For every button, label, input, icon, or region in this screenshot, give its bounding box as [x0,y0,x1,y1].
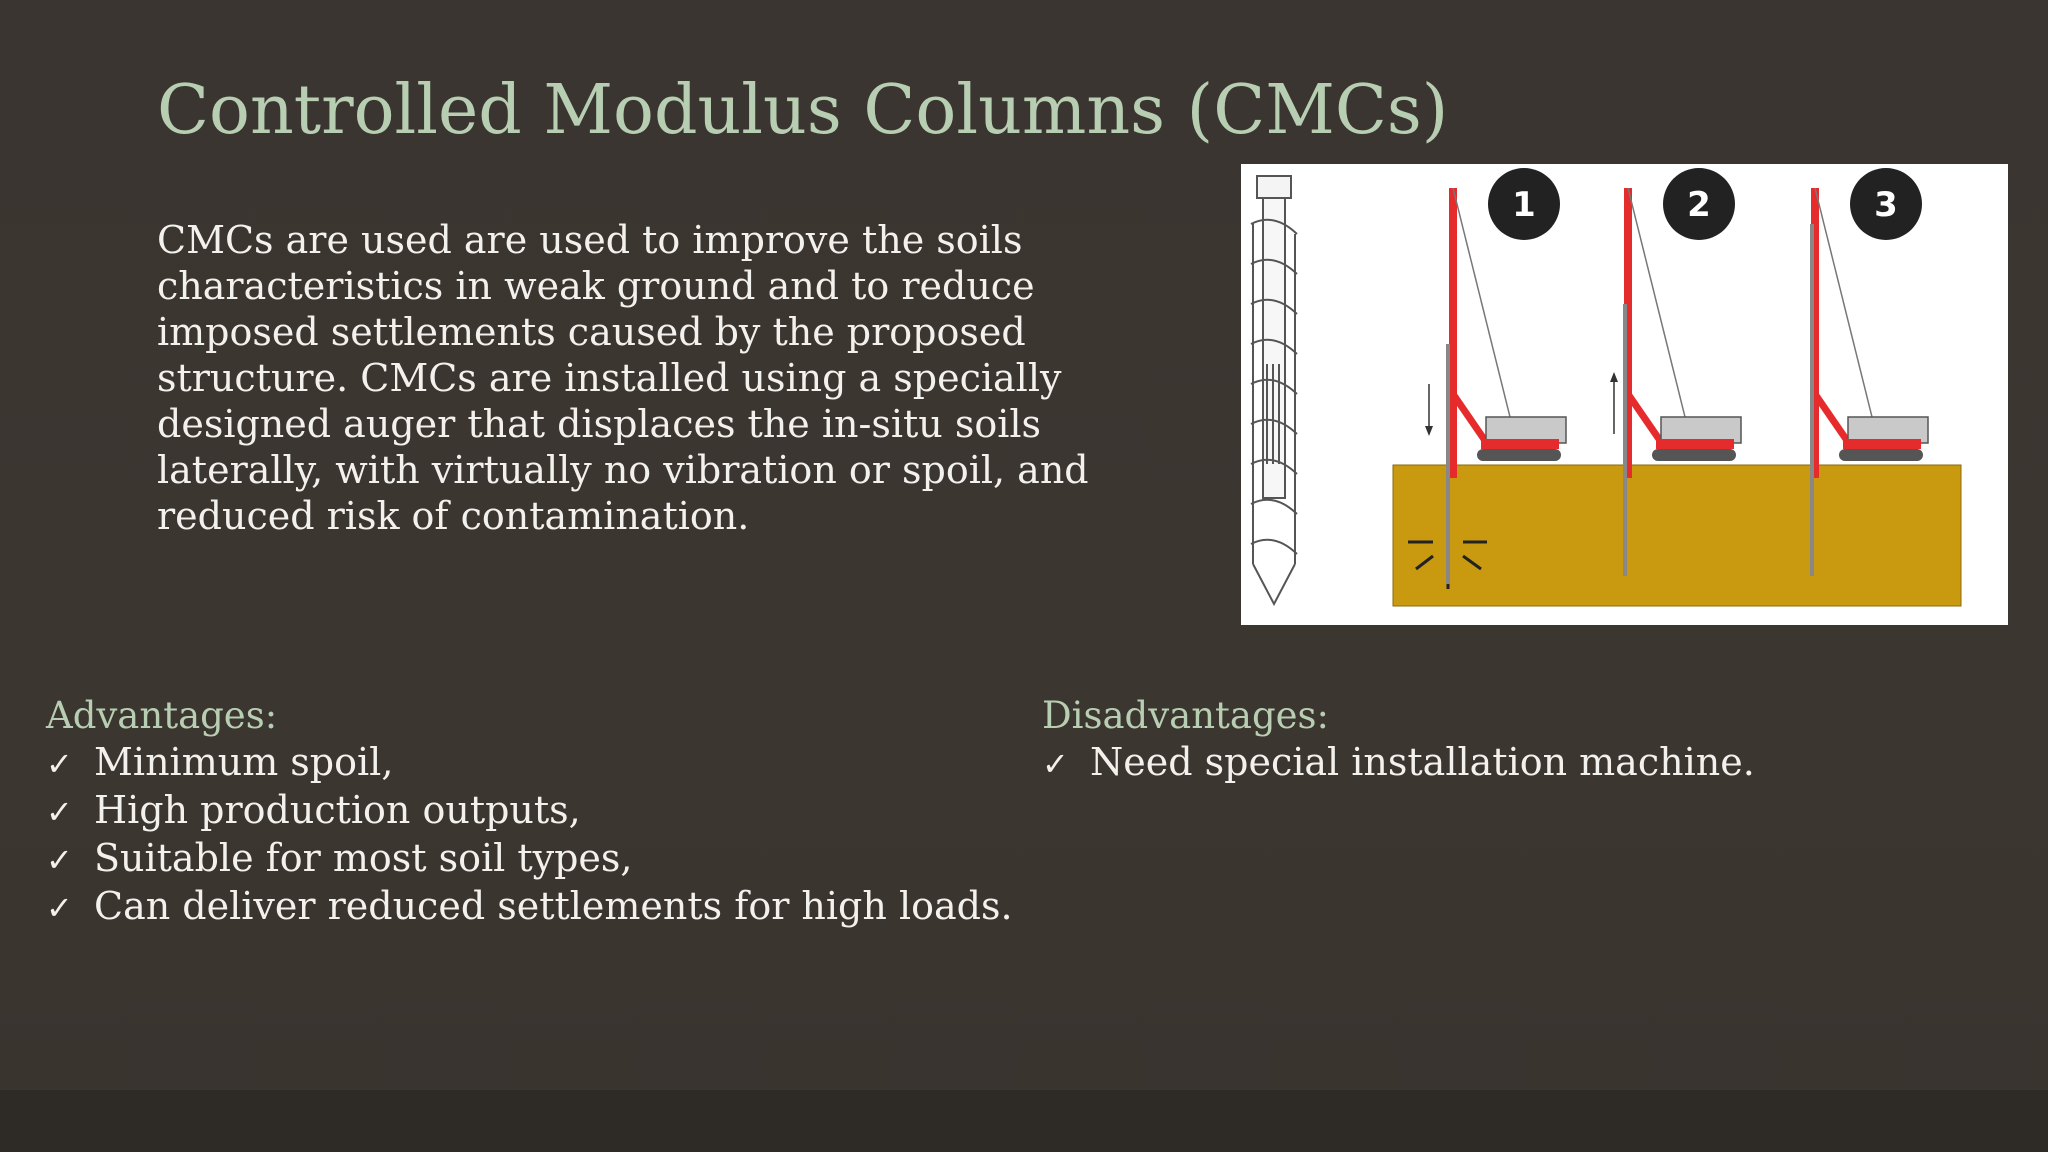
list-item [46,835,1013,883]
advantages-section [46,693,1013,931]
check-icon: ✓ [46,793,73,831]
advantage-text: High production outputs, [94,788,581,832]
list-item [1042,739,1755,787]
check-icon: ✓ [46,841,73,879]
step-badge-3 [1850,168,1922,240]
list-item [46,739,1013,787]
disadvantages-section [1042,693,1755,787]
check-icon: ✓ [46,889,73,927]
step-badge-2 [1663,168,1735,240]
footer-band [0,1090,2048,1152]
disadvantages-list [1042,739,1755,787]
advantage-text: Minimum spoil, [94,740,394,784]
advantages-list [46,739,1013,931]
list-item [46,883,1013,931]
disadvantages-heading: Disadvantages: [1042,694,1329,737]
ground-block [1393,465,1961,606]
advantage-text: Can deliver reduced settlements for high loads. [94,884,1013,928]
slide-title: Controlled Modulus Columns (CMCs) [157,71,1449,150]
step-label-2: 2 [1687,185,1711,225]
check-icon: ✓ [1042,745,1069,783]
step-label-3: 3 [1874,185,1898,225]
step-label-1: 1 [1512,185,1536,225]
list-item [46,787,1013,835]
check-icon: ✓ [46,745,73,783]
disadvantage-text: Need special installation machine. [1090,740,1755,784]
auger-illustration [1251,176,1297,604]
advantage-text: Suitable for most soil types, [94,836,633,880]
cmc-installation-figure [1241,164,2008,625]
step-badge-1 [1488,168,1560,240]
advantages-heading: Advantages: [46,694,278,737]
slide-body-text: CMCs are used are used to improve the soils characteristics in weak ground and to reduce imposed settlements caused by the proposed structure. CMCs are installed using a specially designed auger that displaces the in-situ soils laterally, with virtually no vibration or spoil, and reduced risk of contamination. [157,218,1089,538]
